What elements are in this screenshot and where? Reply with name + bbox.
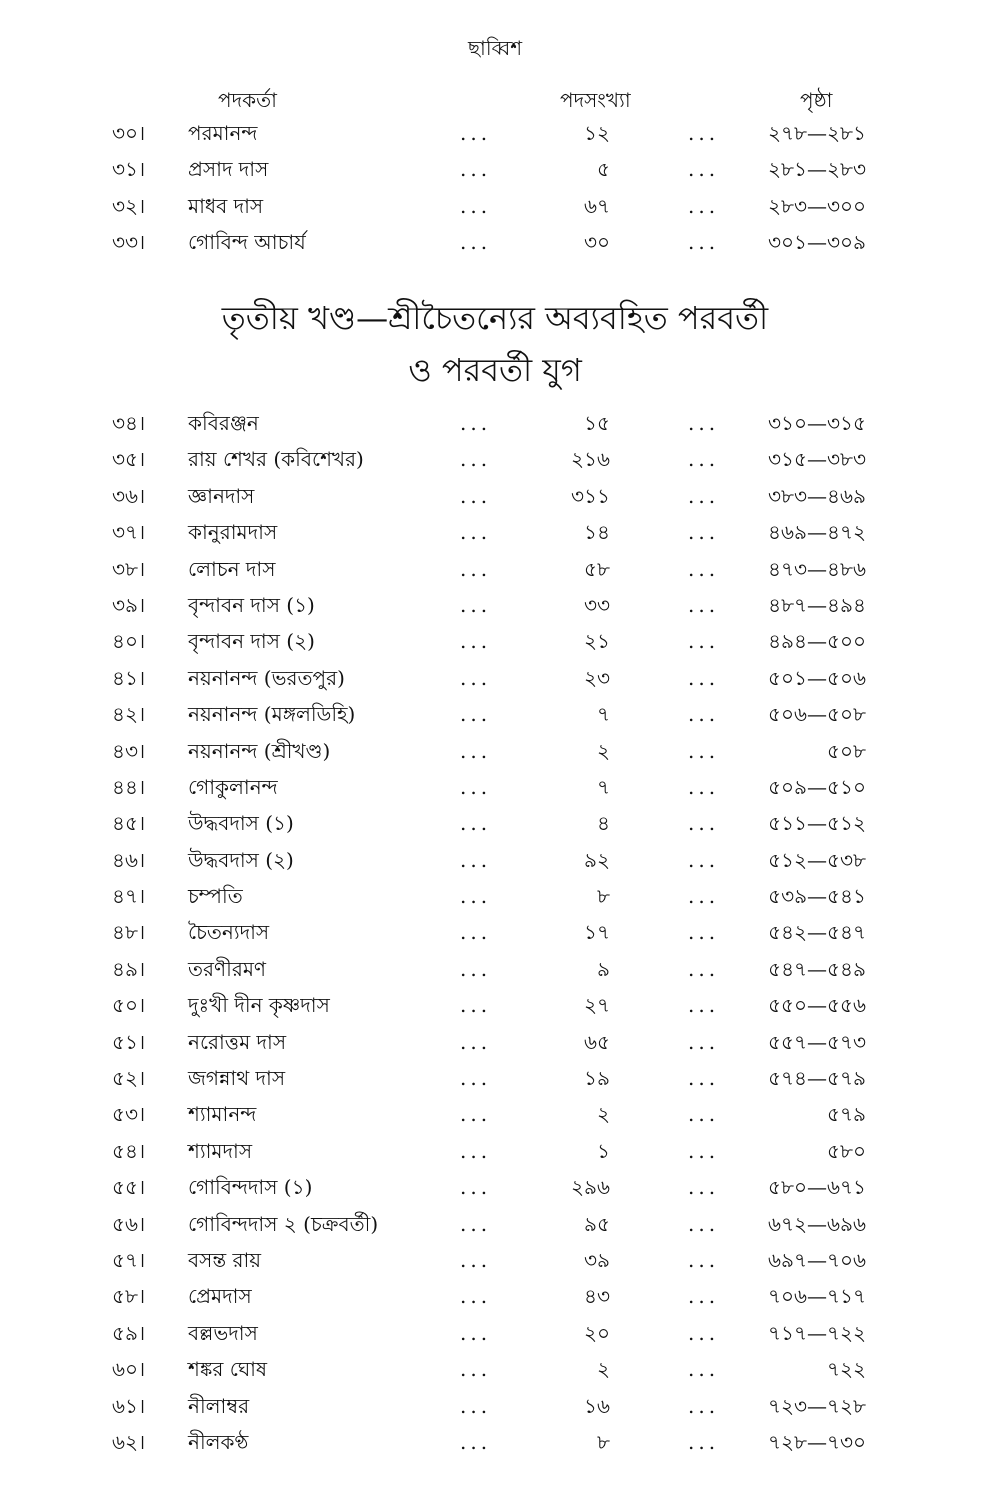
entry-number: ৩১।	[112, 157, 146, 182]
leader-dots: ...	[460, 520, 492, 545]
leader-dots: ...	[688, 157, 720, 182]
entry-number: ৩৬।	[112, 483, 146, 508]
leader-dots: ...	[688, 920, 720, 945]
table-row	[0, 481, 990, 517]
entry-author: নয়নানন্দ (শ্রীখণ্ড)	[188, 738, 331, 763]
leader-dots: ...	[460, 774, 492, 799]
leader-dots: ...	[460, 884, 492, 909]
leader-dots: ...	[460, 629, 492, 654]
entry-number: ৩২।	[112, 193, 146, 218]
entry-number: ৪৫।	[112, 811, 146, 836]
entry-count: ২	[596, 738, 610, 763]
entry-number: ৩৩।	[112, 230, 146, 255]
entry-number: ৫২।	[112, 1066, 146, 1091]
entry-count: ৬৭	[583, 193, 610, 218]
entry-number: ৪০।	[112, 629, 146, 654]
leader-dots: ...	[460, 738, 492, 763]
entry-number: ৫৬।	[112, 1211, 146, 1236]
entry-pages: ২৮১—২৮৩	[768, 157, 866, 182]
section-title-line2: ও পরবর্তী যুগ	[408, 351, 582, 389]
leader-dots: ...	[688, 1284, 720, 1309]
entry-pages: ৩০১—৩০৯	[768, 230, 866, 255]
entry-number: ৩৯।	[112, 592, 146, 617]
leader-dots: ...	[460, 193, 492, 218]
page-label: ছাব্বিশ	[467, 36, 523, 60]
leader-dots: ...	[460, 483, 492, 508]
table-row	[0, 1099, 990, 1135]
leader-dots: ...	[460, 1029, 492, 1054]
entry-pages: ৪৬৯—৪৭২	[768, 520, 866, 545]
table-row	[0, 808, 990, 844]
entry-number: ৩৭।	[112, 520, 146, 545]
entry-count: ৭	[596, 774, 610, 799]
leader-dots: ...	[688, 1066, 720, 1091]
table-row	[0, 663, 990, 699]
entry-count: ১৭	[584, 920, 610, 945]
table-row	[0, 1136, 990, 1172]
entry-number: ৪৮।	[112, 920, 146, 945]
section-title-line1: তৃতীয় খণ্ড—শ্রীচৈতন্যের অব্যবহিত পরবর্তী	[221, 299, 769, 337]
entry-number: ৪৬।	[112, 847, 146, 872]
entry-pages: ৪৮৭—৪৯৪	[768, 592, 866, 617]
leader-dots: ...	[688, 1102, 720, 1127]
leader-dots: ...	[460, 1247, 492, 1272]
leader-dots: ...	[688, 1429, 720, 1454]
table-row	[0, 626, 990, 662]
entry-count: ৬৫	[584, 1029, 610, 1054]
entry-author: দুঃখী দীন কৃষ্ণদাস	[188, 993, 330, 1018]
leader-dots: ...	[460, 1284, 492, 1309]
entry-author: তরণীরমণ	[188, 956, 267, 981]
leader-dots: ...	[688, 629, 720, 654]
table-row	[0, 1391, 990, 1427]
entry-author: গোবিন্দদাস ২ (চক্রবর্তী)	[188, 1211, 379, 1236]
leader-dots: ...	[460, 665, 492, 690]
table-row	[0, 1427, 990, 1463]
leader-dots: ...	[688, 556, 720, 581]
leader-dots: ...	[688, 520, 720, 545]
entry-number: ৬১।	[112, 1393, 146, 1418]
leader-dots: ...	[460, 411, 492, 435]
leader-dots: ...	[688, 1029, 720, 1054]
entry-pages: ৫০১—৫০৬	[768, 665, 866, 690]
entry-number: ৬২।	[112, 1429, 146, 1454]
leader-dots: ...	[460, 847, 492, 872]
entry-number: ৫৮।	[112, 1284, 146, 1309]
table-row	[0, 1245, 990, 1281]
entry-count: ২৯৬	[571, 1175, 610, 1200]
entry-author: গোবিন্দ আচার্য	[188, 230, 306, 255]
entry-author: শ্যামদাস	[188, 1138, 253, 1163]
entry-pages: ৫৩৯—৫৪১	[768, 884, 866, 909]
entry-pages: ৫০৮	[827, 738, 866, 763]
entry-count: ৩৩	[583, 592, 610, 617]
entry-pages: ৭২২	[826, 1357, 866, 1382]
entry-count: ২	[596, 1102, 610, 1127]
leader-dots: ...	[688, 230, 720, 255]
entry-pages: ৭২৮—৭৩০	[768, 1429, 866, 1454]
entry-author: শঙ্কর ঘোষ	[188, 1357, 267, 1382]
entry-author: প্রসাদ দাস	[188, 157, 269, 182]
table-row	[0, 917, 990, 953]
leader-dots: ...	[460, 811, 492, 836]
entry-author: কানুরামদাস	[188, 520, 278, 545]
entries-list-second-section	[0, 118, 990, 264]
table-row	[0, 736, 990, 772]
entry-author: নীলাম্বর	[188, 1393, 250, 1418]
table-row	[0, 699, 990, 735]
leader-dots: ...	[460, 1393, 492, 1418]
entry-count: ৯৫	[584, 1211, 610, 1236]
entry-count: ১৫	[584, 411, 610, 435]
entry-count: ১২	[584, 121, 610, 145]
entry-pages: ৫৪৭—৫৪৯	[768, 956, 866, 981]
table-row	[0, 1172, 990, 1208]
entry-number: ৩৮।	[112, 556, 146, 581]
leader-dots: ...	[460, 1138, 492, 1163]
entry-author: বৃন্দাবন দাস (২)	[188, 629, 315, 654]
column-header-count: পদসংখ্যা	[560, 88, 631, 112]
leader-dots: ...	[688, 121, 720, 145]
leader-dots: ...	[688, 1138, 720, 1163]
entry-author: কবিরঞ্জন	[188, 411, 259, 435]
entry-author: উদ্ধবদাস (১)	[188, 811, 294, 836]
entry-pages: ৬৭২—৬৯৬	[768, 1211, 866, 1236]
entry-count: ৩৯	[584, 1247, 610, 1272]
entry-pages: ৪৯৪—৫০০	[768, 629, 866, 654]
leader-dots: ...	[460, 1066, 492, 1091]
leader-dots: ...	[688, 1247, 720, 1272]
table-row	[0, 590, 990, 626]
leader-dots: ...	[688, 1393, 720, 1418]
entry-pages: ৫৭৪—৫৭৯	[768, 1066, 866, 1091]
entry-number: ৫১।	[112, 1029, 146, 1054]
entry-count: ৭	[596, 702, 610, 727]
leader-dots: ...	[460, 1357, 492, 1382]
table-row	[0, 1209, 990, 1245]
table-row	[0, 954, 990, 990]
entry-count: ৫৮	[584, 556, 610, 581]
entry-pages: ৬৯৭—৭০৬	[768, 1247, 866, 1272]
entry-count: ২১	[584, 629, 610, 654]
entry-count: ২০	[583, 1320, 610, 1345]
entry-pages: ৫০৬—৫০৮	[768, 702, 866, 727]
leader-dots: ...	[688, 665, 720, 690]
entry-number: ৪৭।	[112, 884, 146, 909]
leader-dots: ...	[688, 411, 720, 435]
leader-dots: ...	[688, 811, 720, 836]
entry-author: নীলকণ্ঠ	[188, 1429, 249, 1454]
entry-count: ১৬	[584, 1393, 610, 1418]
leader-dots: ...	[460, 447, 492, 472]
table-row	[0, 191, 990, 227]
entry-count: ৮	[597, 1429, 610, 1454]
column-header-pages: পৃষ্ঠা	[800, 88, 833, 112]
table-row	[0, 1354, 990, 1390]
entry-count: ৮	[597, 884, 610, 909]
table-row	[0, 554, 990, 590]
leader-dots: ...	[688, 1357, 720, 1382]
table-row	[0, 444, 990, 480]
entry-author: বৃন্দাবন দাস (১)	[188, 592, 315, 617]
entry-pages: ৫৮০	[827, 1138, 866, 1163]
entry-number: ৫৭।	[112, 1247, 146, 1272]
leader-dots: ...	[688, 738, 720, 763]
leader-dots: ...	[460, 993, 492, 1018]
table-row	[0, 881, 990, 917]
entry-pages: ৫৮০—৬৭১	[768, 1175, 866, 1200]
leader-dots: ...	[688, 447, 720, 472]
entry-number: ৫৫।	[112, 1175, 146, 1200]
entry-pages: ২৮৩—৩০০	[768, 193, 866, 218]
entry-count: ৪৩	[584, 1284, 610, 1309]
leader-dots: ...	[460, 920, 492, 945]
leader-dots: ...	[688, 1320, 720, 1345]
column-headers	[0, 86, 990, 116]
entry-pages: ৫১২—৫৩৮	[768, 847, 866, 872]
entry-pages: ৫০৯—৫১০	[768, 774, 866, 799]
entry-number: ৫৪।	[112, 1138, 146, 1163]
entry-number: ৪১।	[112, 665, 146, 690]
entry-count: ৯২	[584, 847, 610, 872]
entry-author: উদ্ধবদাস (২)	[188, 847, 294, 872]
table-row	[0, 408, 990, 444]
table-row	[0, 517, 990, 553]
entry-number: ৪২।	[112, 702, 146, 727]
leader-dots: ...	[688, 1211, 720, 1236]
entry-number: ৩০।	[112, 121, 146, 145]
entry-pages: ৫৪২—৫৪৭	[768, 920, 866, 945]
entry-count: ৩০	[583, 230, 610, 255]
leader-dots: ...	[460, 1429, 492, 1454]
table-row	[0, 772, 990, 808]
entry-author: জগন্নাথ দাস	[188, 1066, 286, 1091]
column-header-author: পদকর্তা	[218, 88, 277, 112]
leader-dots: ...	[460, 1175, 492, 1200]
entry-count: ৪	[597, 811, 610, 836]
leader-dots: ...	[460, 1320, 492, 1345]
leader-dots: ...	[460, 956, 492, 981]
entry-pages: ৭১৭—৭২২	[768, 1320, 866, 1345]
entry-author: লোচন দাস	[188, 556, 276, 581]
entry-count: ২৭	[583, 993, 610, 1018]
leader-dots: ...	[460, 230, 492, 255]
entry-count: ১	[597, 1138, 610, 1163]
entry-author: গোবিন্দদাস (১)	[188, 1175, 313, 1200]
entry-number: ৫০।	[112, 993, 146, 1018]
entry-author: বল্লভদাস	[188, 1320, 258, 1345]
entry-pages: ৫৫০—৫৫৬	[768, 993, 866, 1018]
entry-pages: ৪৭৩—৪৮৬	[768, 556, 866, 581]
entry-count: ১৯	[584, 1066, 610, 1091]
leader-dots: ...	[688, 956, 720, 981]
section-title	[0, 292, 990, 396]
entry-number: ৪৯।	[112, 956, 146, 981]
entry-author: পরমানন্দ	[188, 121, 258, 145]
entries-list-third-section	[0, 408, 990, 1463]
entry-number: ৫৯।	[112, 1320, 146, 1345]
table-row	[0, 1027, 990, 1063]
entry-count: ৩১১	[571, 483, 610, 508]
table-row	[0, 990, 990, 1026]
table-row	[0, 1063, 990, 1099]
entry-count: ২	[596, 1357, 610, 1382]
entry-pages: ৫১১—৫১২	[768, 811, 866, 836]
entry-author: প্রেমদাস	[188, 1284, 252, 1309]
table-row	[0, 118, 990, 154]
entry-count: ২৩	[583, 665, 610, 690]
entry-pages: ৫৭৯	[827, 1102, 866, 1127]
leader-dots: ...	[460, 157, 492, 182]
entry-count: ৯	[597, 956, 610, 981]
leader-dots: ...	[460, 592, 492, 617]
entry-pages: ৫৫৭—৫৭৩	[768, 1029, 866, 1054]
leader-dots: ...	[688, 774, 720, 799]
entry-number: ৬০।	[112, 1357, 146, 1382]
entry-pages: ৩৮৩—৪৬৯	[768, 483, 866, 508]
entry-number: ৪৪।	[112, 774, 146, 799]
leader-dots: ...	[688, 993, 720, 1018]
entry-number: ৩৫।	[112, 447, 146, 472]
entry-author: চম্পতি	[188, 884, 243, 909]
entry-pages: ৭২৩—৭২৮	[768, 1393, 866, 1418]
entry-count: ২১৬	[571, 447, 610, 472]
entry-author: নয়নানন্দ (ভরতপুর)	[188, 665, 345, 690]
leader-dots: ...	[460, 121, 492, 145]
table-row	[0, 227, 990, 263]
entry-author: জ্ঞানদাস	[188, 483, 255, 508]
entry-count: ৫	[597, 157, 610, 182]
entry-author: বসন্ত রায়	[188, 1247, 262, 1272]
leader-dots: ...	[688, 592, 720, 617]
entry-author: শ্যামানন্দ	[188, 1102, 257, 1127]
leader-dots: ...	[460, 1211, 492, 1236]
entry-author: নরোত্তম দাস	[188, 1029, 287, 1054]
table-row	[0, 845, 990, 881]
entry-number: ৫৩।	[112, 1102, 146, 1127]
table-row	[0, 1318, 990, 1354]
entry-author: রায় শেখর (কবিশেখর)	[188, 447, 364, 472]
entry-pages: ৭০৬—৭১৭	[768, 1284, 866, 1309]
entry-author: মাধব দাস	[188, 193, 264, 218]
entry-pages: ২৭৮—২৮১	[768, 121, 866, 145]
leader-dots: ...	[688, 884, 720, 909]
entry-author: নয়নানন্দ (মঙ্গলডিহি)	[188, 702, 356, 727]
entry-count: ১৪	[584, 520, 610, 545]
leader-dots: ...	[688, 702, 720, 727]
leader-dots: ...	[688, 483, 720, 508]
entry-number: ৩৪।	[112, 411, 146, 435]
table-row	[0, 154, 990, 190]
leader-dots: ...	[688, 193, 720, 218]
leader-dots: ...	[688, 847, 720, 872]
table-row	[0, 1281, 990, 1317]
leader-dots: ...	[460, 1102, 492, 1127]
entry-number: ৪৩।	[112, 738, 146, 763]
entry-pages: ৩১৫—৩৮৩	[768, 447, 866, 472]
entry-pages: ৩১০—৩১৫	[768, 411, 866, 435]
entry-author: গোকুলানন্দ	[188, 774, 278, 799]
leader-dots: ...	[460, 556, 492, 581]
entry-author: চৈতন্যদাস	[188, 920, 270, 945]
leader-dots: ...	[688, 1175, 720, 1200]
leader-dots: ...	[460, 702, 492, 727]
